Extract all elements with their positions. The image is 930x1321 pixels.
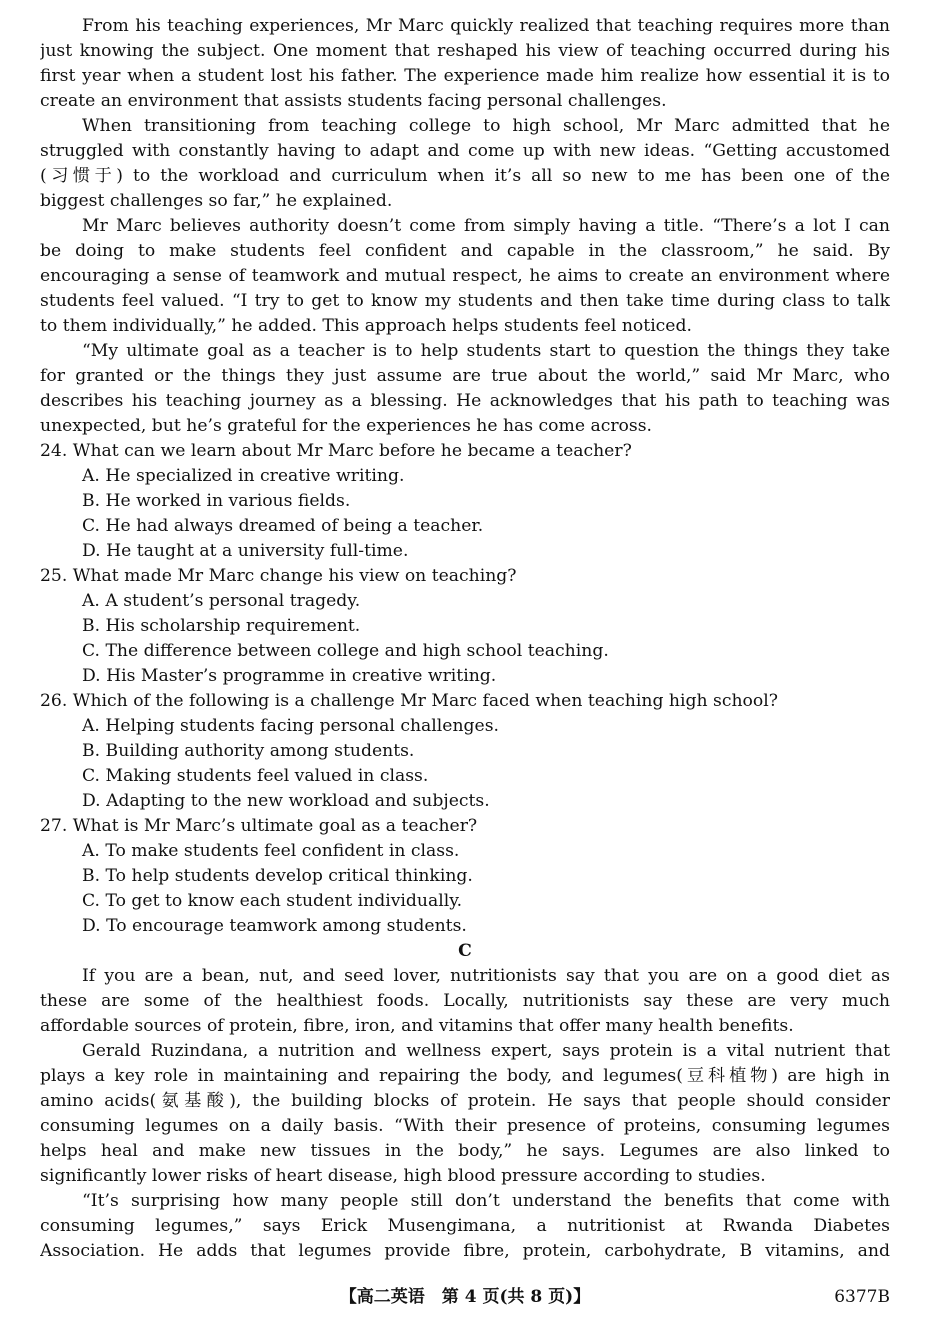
text-line: just knowing the subject. One moment that reshaped his view of teaching occurred during his xyxy=(40,41,890,61)
section-heading: C xyxy=(458,941,472,961)
question-25 xyxy=(40,564,890,689)
text-line: unexpected, but he’s grateful for the experiences he has come across. xyxy=(40,416,653,436)
text-line: From his teaching experiences, Mr Marc quickly realized that teaching requires more than xyxy=(82,16,890,36)
text-line: to them individually,” he added. This approach helps students feel noticed. xyxy=(40,316,692,336)
passage-c-paragraph xyxy=(40,964,890,1039)
passage-b-paragraph xyxy=(40,114,890,214)
option-c: C. Making students feel valued in class. xyxy=(82,766,429,786)
text-line: consuming legumes,” says Erick Musengimana, a nutritionist at Rwanda Diabetes xyxy=(40,1216,890,1236)
text-line: plays a key role in maintaining and repairing the body, and legumes(豆科植物) are high in xyxy=(40,1066,890,1086)
text-line: If you are a bean, nut, and seed lover, nutritionists say that you are on a good diet as xyxy=(82,966,890,986)
passage-b-paragraph xyxy=(40,339,890,439)
text-line: consuming legumes on a daily basis. “With their presence of proteins, consuming legumes xyxy=(40,1116,890,1136)
option-b: B. To help students develop critical thinking. xyxy=(82,866,473,886)
text-line: helps heal and make new tissues in the body,” he says. Legumes are also linked to xyxy=(40,1141,890,1161)
text-line: Mr Marc believes authority doesn’t come from simply having a title. “There’s a lot I can xyxy=(82,216,890,236)
question-27 xyxy=(40,814,890,939)
option-d: D. To encourage teamwork among students. xyxy=(82,916,467,936)
passage-c-paragraph xyxy=(40,1039,890,1189)
text-line: Gerald Ruzindana, a nutrition and wellness expert, says protein is a vital nutrient that xyxy=(82,1041,890,1061)
passage-c-paragraph xyxy=(40,1189,890,1264)
text-line: When transitioning from teaching college to high school, Mr Marc admitted that he xyxy=(82,116,890,136)
text-line: struggled with constantly having to adapt and come up with new ideas. “Getting accustomed xyxy=(40,141,890,161)
exam-code: 6377B xyxy=(834,1287,890,1307)
text-line: for granted or the things they just assume are true about the world,” said Mr Marc, who xyxy=(40,366,890,386)
question-stem: 27. What is Mr Marc’s ultimate goal as a teacher? xyxy=(40,816,478,836)
option-a: A. A student’s personal tragedy. xyxy=(82,591,361,611)
option-d: D. Adapting to the new workload and subjects. xyxy=(82,791,490,811)
text-line: “It’s surprising how many people still don’t understand the benefits that come with xyxy=(82,1191,890,1211)
text-line: amino acids(氨基酸), the building blocks of protein. He says that people should consider xyxy=(40,1091,890,1111)
passage-b-paragraph xyxy=(40,214,890,339)
text-line: students feel valued. “I try to get to know my students and then take time during class to talk xyxy=(40,291,890,311)
page-content xyxy=(40,14,890,1264)
text-line: describes his teaching journey as a blessing. He acknowledges that his path to teaching was xyxy=(40,391,890,411)
option-c: C. To get to know each student individually. xyxy=(82,891,463,911)
option-a: A. He specialized in creative writing. xyxy=(82,466,405,486)
text-line: be doing to make students feel confident and capable in the classroom,” he said. By xyxy=(40,241,890,261)
option-a: A. Helping students facing personal challenges. xyxy=(82,716,499,736)
text-line: affordable sources of protein, fibre, iron, and vitamins that offer many health benefits. xyxy=(40,1016,794,1036)
question-26 xyxy=(40,689,890,814)
text-line: create an environment that assists students facing personal challenges. xyxy=(40,91,667,111)
option-b: B. His scholarship requirement. xyxy=(82,616,361,636)
option-c: C. He had always dreamed of being a teacher. xyxy=(82,516,484,536)
option-b: B. He worked in various fields. xyxy=(82,491,351,511)
question-24 xyxy=(40,439,890,564)
text-line: these are some of the healthiest foods. Locally, nutritionists say these are very much xyxy=(40,991,890,1011)
question-stem: 26. Which of the following is a challenge Mr Marc faced when teaching high school? xyxy=(40,691,778,711)
text-line: encouraging a sense of teamwork and mutual respect, he aims to create an environment where xyxy=(40,266,890,286)
text-line: Association. He adds that legumes provide fibre, protein, carbohydrate, B vitamins, and xyxy=(40,1241,890,1261)
option-d: D. His Master’s programme in creative writing. xyxy=(82,666,497,686)
text-line: “My ultimate goal as a teacher is to help students start to question the things they take xyxy=(82,341,890,361)
text-line: significantly lower risks of heart disease, high blood pressure according to studies. xyxy=(40,1166,766,1186)
question-stem: 25. What made Mr Marc change his view on teaching? xyxy=(40,566,517,586)
option-d: D. He taught at a university full-time. xyxy=(82,541,409,561)
page-number-label: 【高二英语 第 4 页(共 8 页)】 xyxy=(339,1287,591,1307)
text-line: (习惯于) to the workload and curriculum when it’s all so new to me has been one of the xyxy=(40,166,890,186)
page-footer xyxy=(0,1284,930,1310)
option-b: B. Building authority among students. xyxy=(82,741,415,761)
option-c: C. The difference between college and high school teaching. xyxy=(82,641,609,661)
text-line: biggest challenges so far,” he explained. xyxy=(40,191,393,211)
passage-b-paragraph xyxy=(40,14,890,114)
text-line: first year when a student lost his father. The experience made him realize how essential it is to xyxy=(40,66,890,86)
option-a: A. To make students feel confident in class. xyxy=(82,841,460,861)
question-stem: 24. What can we learn about Mr Marc before he became a teacher? xyxy=(40,441,632,461)
